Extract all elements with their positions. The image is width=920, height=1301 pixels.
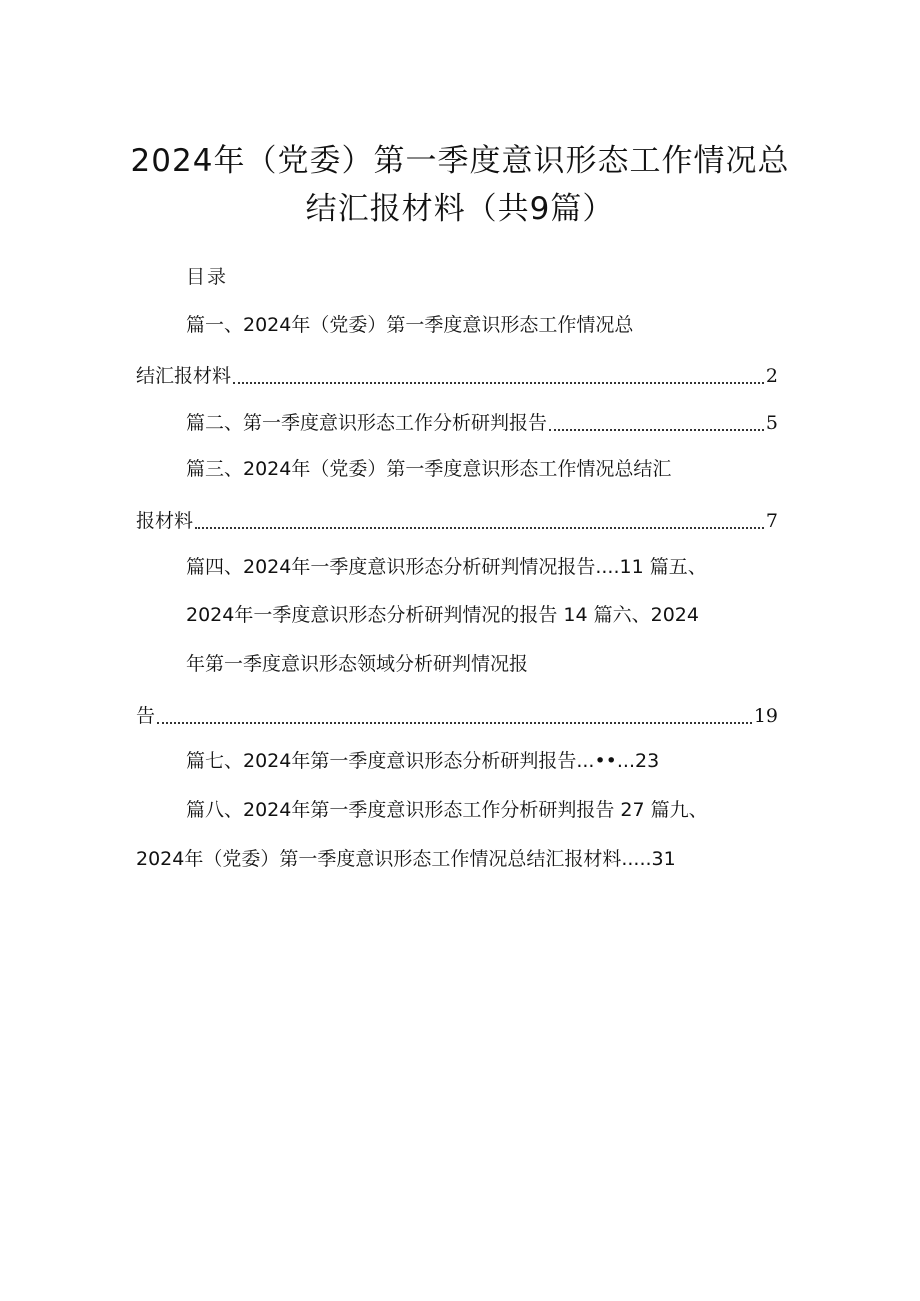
- toc-line-3-page: 5: [765, 412, 778, 434]
- toc-line-5[interactable]: [136, 505, 778, 534]
- toc-line-9-page: 19: [753, 705, 778, 727]
- leader-dots: [157, 700, 752, 724]
- toc-line-2-page: 2: [765, 365, 778, 387]
- toc-line-11[interactable]: 篇八、2024年第一季度意识形态工作分析研判报告 27 篇九、: [186, 799, 708, 821]
- toc-line-12[interactable]: 2024年（党委）第一季度意识形态工作情况总结汇报材料.....31: [136, 848, 676, 870]
- toc-line-5-text: 报材料: [136, 510, 194, 532]
- toc-line-2-text: 结汇报材料: [136, 365, 232, 387]
- toc-line-3-text: 篇二、第一季度意识形态工作分析研判报告: [186, 412, 548, 434]
- toc-line-10[interactable]: 篇七、2024年第一季度意识形态分析研判报告...••...23: [186, 750, 660, 772]
- leader-dots: [195, 505, 764, 529]
- title-line-1: 2024年（党委）第一季度意识形态工作情况总: [130, 143, 790, 179]
- toc-line-6[interactable]: 篇四、2024年一季度意识形态分析研判情况报告....11 篇五、: [186, 556, 707, 578]
- toc-line-9-text: 告: [136, 705, 156, 727]
- toc-heading: 目录: [186, 266, 229, 288]
- toc-line-3[interactable]: [186, 407, 778, 436]
- title-line-2: 结汇报材料（共9篇）: [305, 191, 615, 227]
- toc-line-4[interactable]: 篇三、2024年（党委）第一季度意识形态工作情况总结汇: [186, 458, 672, 480]
- toc-line-2[interactable]: [136, 360, 778, 389]
- toc-line-7[interactable]: 2024年一季度意识形态分析研判情况的报告 14 篇六、2024: [186, 604, 699, 626]
- toc-line-8[interactable]: 年第一季度意识形态领域分析研判情况报: [186, 653, 529, 675]
- toc-line-1[interactable]: 篇一、2024年（党委）第一季度意识形态工作情况总: [186, 314, 634, 336]
- leader-dots: [233, 360, 764, 384]
- leader-dots: [549, 407, 764, 431]
- toc-line-5-page: 7: [765, 510, 778, 532]
- toc-line-9[interactable]: [136, 700, 778, 729]
